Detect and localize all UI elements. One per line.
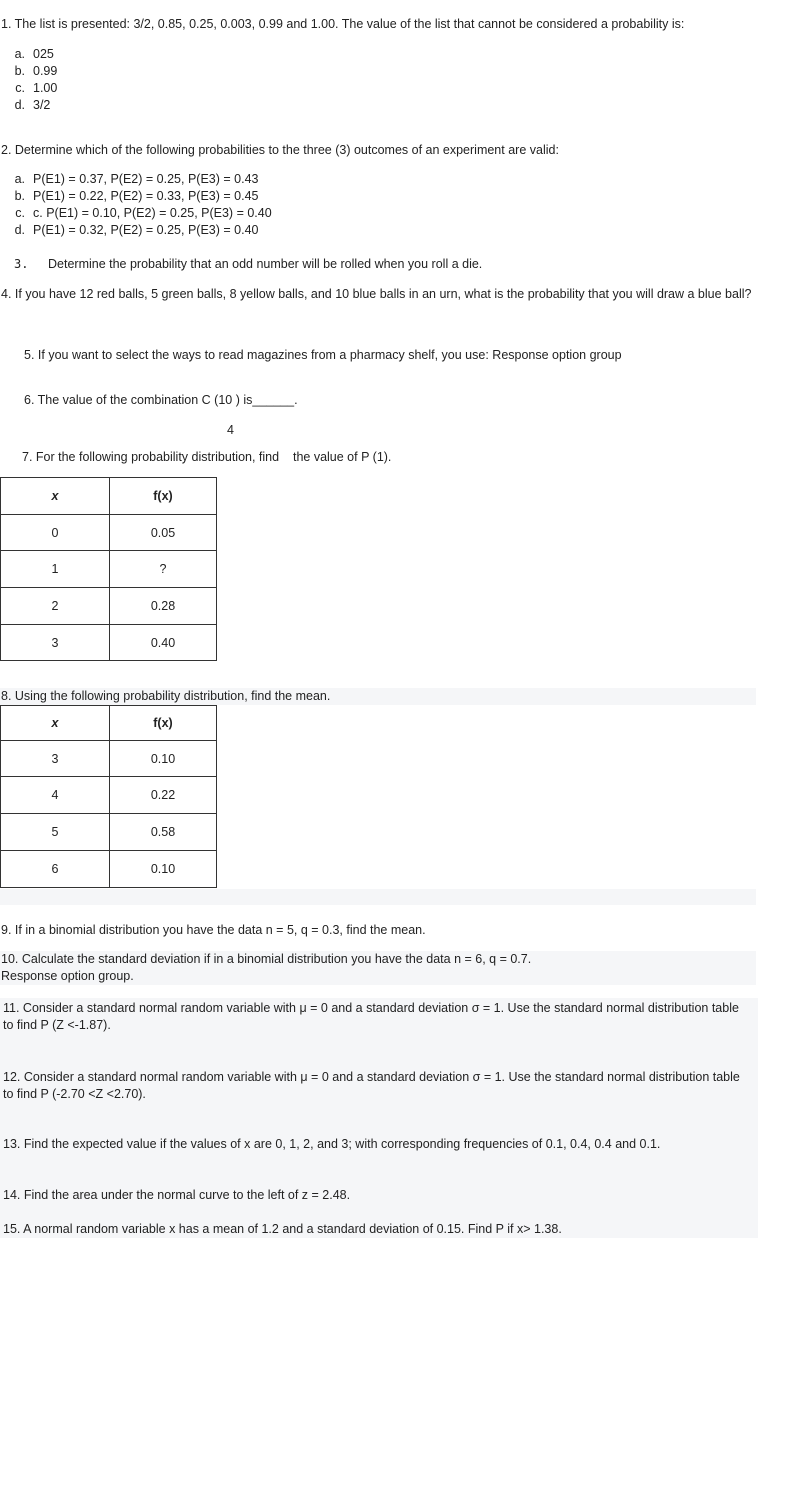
fx-cell: ?: [110, 551, 217, 588]
question-14: 14. Find the area under the normal curve to the left of z = 2.48.: [3, 1188, 351, 1202]
question-9: 9. If in a binomial distribution you have the data n = 5, q = 0.3, find the mean.: [1, 923, 426, 937]
q2-option-b: [1, 188, 272, 205]
option-letter: c.: [15, 81, 25, 95]
question-12: 12. Consider a standard normal random variable with μ = 0 and a standard deviation σ = 1. Use the standard normal distribution table to find P (-2.70 <Z <2.70).: [3, 1070, 740, 1101]
question-3-number: 3.: [14, 257, 29, 271]
q2-option-c: [1, 205, 272, 222]
option-text: 1.00: [33, 81, 58, 95]
x-cell: 0: [1, 515, 110, 551]
question-3: Determine the probability that an odd number will be rolled when you roll a die.: [48, 257, 483, 271]
table-row: [1, 588, 217, 625]
option-text: 0.99: [33, 64, 58, 78]
spacer-band: [0, 889, 756, 905]
x-header: x: [1, 706, 110, 741]
q2-options: [1, 171, 272, 239]
table-header-row: [1, 706, 217, 741]
option-letter: a.: [14, 172, 25, 186]
fx-cell: 0.22: [110, 777, 217, 814]
table-header-row: [1, 478, 217, 515]
x-cell: 3: [1, 741, 110, 777]
option-letter: d.: [14, 223, 25, 237]
option-text: 3/2: [33, 98, 51, 112]
q1-option-b: [1, 63, 57, 80]
option-letter: c.: [15, 206, 25, 220]
question-6: 6. The value of the combination C (10 ) is______.: [24, 393, 298, 407]
option-letter: b.: [14, 189, 25, 203]
fx-cell: 0.40: [110, 625, 217, 661]
table-row: [1, 625, 217, 661]
table-row: [1, 777, 217, 814]
option-text: c. P(E1) = 0.10, P(E2) = 0.25, P(E3) = 0.40: [33, 206, 272, 220]
option-text: P(E1) = 0.22, P(E2) = 0.33, P(E3) = 0.45: [33, 189, 259, 203]
table-row: [1, 851, 217, 888]
question-10-note: Response option group.: [1, 969, 134, 983]
table-row: [1, 814, 217, 851]
question-1: 1. The list is presented: 3/2, 0.85, 0.25, 0.003, 0.99 and 1.00. The value of the list that cannot be considered a probability is:: [1, 17, 685, 31]
fx-cell: 0.10: [110, 851, 217, 888]
q1-option-a: [1, 46, 57, 63]
x-cell: 3: [1, 625, 110, 661]
question-15: 15. A normal random variable x has a mean of 1.2 and a standard deviation of 0.15. Find P if x> 1.38.: [3, 1222, 562, 1236]
option-text: P(E1) = 0.37, P(E2) = 0.25, P(E3) = 0.43: [33, 172, 259, 186]
combination-subscript: 4: [227, 423, 234, 437]
q2-option-d: [1, 222, 272, 239]
table-row: [1, 515, 217, 551]
fx-cell: 0.05: [110, 515, 217, 551]
fx-cell: 0.10: [110, 741, 217, 777]
table-row: [1, 551, 217, 588]
question-13: 13. Find the expected value if the values of x are 0, 1, 2, and 3; with corresponding frequencies of 0.1, 0.4, 0.4 and 0.1.: [3, 1137, 661, 1151]
question-4: 4. If you have 12 red balls, 5 green balls, 8 yellow balls, and 10 blue balls in an urn, what is the probability that you will draw a blue ball?: [1, 287, 752, 301]
fx-header: f(x): [110, 478, 217, 515]
fx-cell: 0.58: [110, 814, 217, 851]
q1-option-c: [1, 80, 57, 97]
x-cell: 1: [1, 551, 110, 588]
question-5: 5. If you want to select the ways to read magazines from a pharmacy shelf, you use: Response option group: [24, 348, 622, 362]
x-cell: 5: [1, 814, 110, 851]
option-letter: d.: [14, 98, 25, 112]
x-cell: 2: [1, 588, 110, 625]
table-row: [1, 741, 217, 777]
q1-option-d: [1, 97, 57, 114]
x-cell: 6: [1, 851, 110, 888]
x-cell: 4: [1, 777, 110, 814]
fx-header: f(x): [110, 706, 217, 741]
question-7: 7. For the following probability distribution, find the value of P (1).: [22, 450, 392, 464]
q2-option-a: [1, 171, 272, 188]
question-2: 2. Determine which of the following probabilities to the three (3) outcomes of an experiment are valid:: [1, 143, 559, 157]
q7-distribution-table: [0, 477, 217, 661]
question-11: 11. Consider a standard normal random variable with μ = 0 and a standard deviation σ = 1. Use the standard normal distribution table to find P (Z <-1.87).: [3, 1001, 739, 1032]
option-text: P(E1) = 0.32, P(E2) = 0.25, P(E3) = 0.40: [33, 223, 259, 237]
option-text: 025: [33, 47, 54, 61]
q8-distribution-table: [0, 705, 217, 888]
question-8: 8. Using the following probability distribution, find the mean.: [1, 689, 331, 703]
x-header: x: [1, 478, 110, 515]
fx-cell: 0.28: [110, 588, 217, 625]
question-10: 10. Calculate the standard deviation if in a binomial distribution you have the data n = 6, q = 0.7.: [1, 952, 532, 966]
q11-15-band: [0, 998, 758, 1238]
q1-options: [1, 46, 57, 114]
option-letter: a.: [14, 47, 25, 61]
option-letter: b.: [14, 64, 25, 78]
